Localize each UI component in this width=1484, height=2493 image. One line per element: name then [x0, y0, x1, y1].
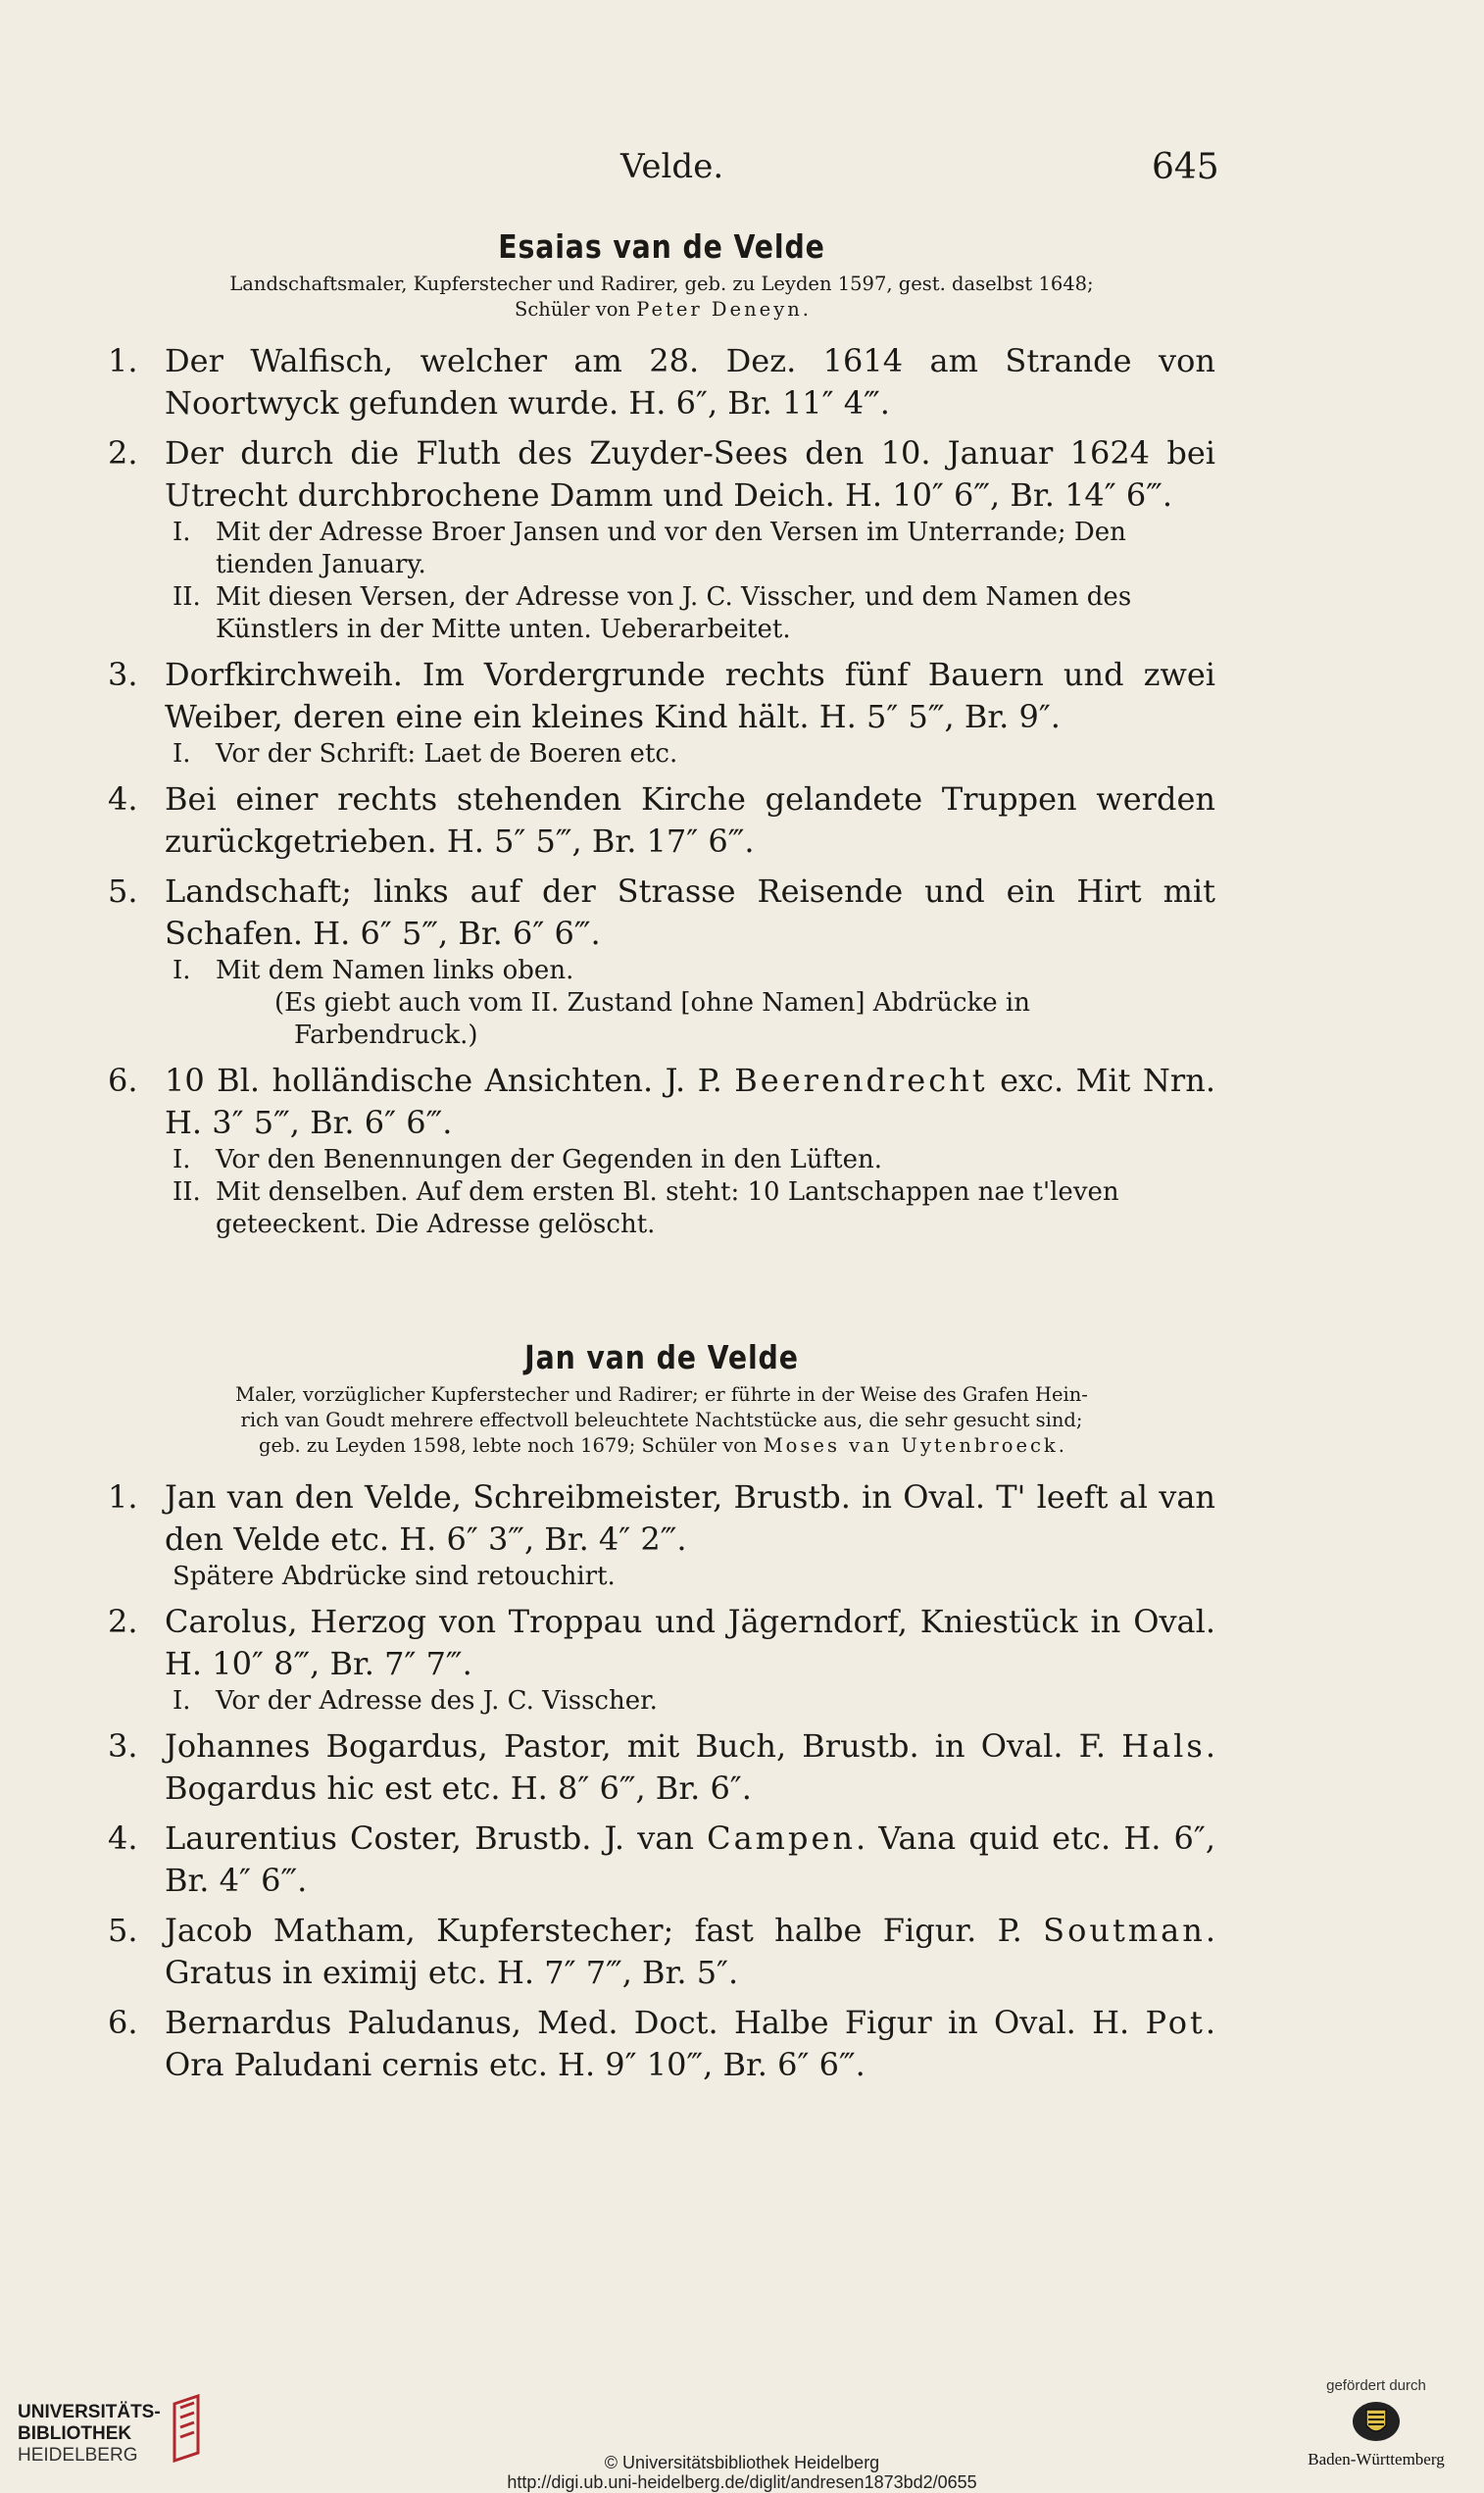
entry-text: Landschaft; links auf der Strasse Reisende und ein Hirt mit Schafen. H. 6″ 5‴, Br. 6″ 6‴. [165, 873, 1215, 952]
page-number: 645 [1152, 147, 1219, 187]
entry-number: 4. [108, 1820, 138, 1857]
entry-number: 5. [108, 873, 138, 910]
funder-name: Baden-Württemberg [1308, 2450, 1445, 2468]
catalogue-entry [108, 778, 1215, 863]
entry-text: Dorfkirchweih. Im Vordergrunde rechts fünf Bauern und zwei Weiber, deren eine ein kleines Kind hält. H. 5″ 5‴, Br. 9″. [165, 656, 1215, 735]
catalogue-entry [108, 340, 1215, 424]
running-title: Velde. [620, 147, 724, 186]
entry-number: 2. [108, 434, 138, 472]
engraver-name: Campen [707, 1820, 857, 1857]
catalogue-entry [108, 871, 1215, 1052]
state-note: I. Vor den Benennungen der Gegenden in den Lüften. [173, 1145, 882, 1174]
catalogue-entry [108, 654, 1215, 771]
entry-text: 10 Bl. holländische Ansichten. J. P. Beerendrecht exc. Mit Nrn. H. 3″ 5‴, Br. 6″ 6‴. [165, 1062, 1216, 1141]
state-note: II. Mit denselben. Auf dem ersten Bl. steht: 10 Lantschappen nae t'leven geteeckent. Die Adresse gelöscht. [173, 1177, 1119, 1239]
bio-line: Landschaftsmaler, Kupferstecher und Radirer, geb. zu Leyden 1597, gest. daselbst 1648; [229, 273, 1094, 295]
teacher-name: Moses van Uytenbroeck [763, 1434, 1059, 1457]
catalogue-entry [108, 1476, 1215, 1593]
entry-number: 3. [108, 656, 138, 693]
entry-text: Jan van den Velde, Schreibmeister, Brustb. in Oval. T' leeft al van den Velde etc. H. 6″ 3‴, Br. 4″ 2‴. [165, 1478, 1215, 1558]
copyright-notice: © Universitätsbibliothek Heidelberg [604, 2453, 880, 2472]
engraver-name: Hals [1121, 1727, 1206, 1765]
permalink[interactable]: http://digi.ub.uni-heidelberg.de/diglit/andresen1873bd2/0655 [507, 2472, 977, 2492]
section-esaias [108, 227, 1215, 1241]
catalogue-entry [108, 1060, 1215, 1241]
coat-of-arms-icon [1288, 2400, 1464, 2448]
state-note: I. Vor der Adresse des J. C. Visscher. [173, 1686, 658, 1716]
catalogue-entry [108, 1601, 1215, 1718]
catalogue-entries [108, 340, 1215, 1241]
catalogue-entries [108, 1476, 1215, 2086]
entry-number: 4. [108, 780, 138, 818]
entry-text: Der durch die Fluth des Zuyder-Sees den 10. Januar 1624 bei Utrecht durchbrochene Damm und Deich. H. 10″ 6‴, Br. 14″ 6‴. [165, 434, 1215, 514]
bio-line: Maler, vorzüglicher Kupferstecher und Radirer; er führte in der Weise des Grafen Hein- [235, 1383, 1088, 1406]
entry-text: Laurentius Coster, Brustb. J. van Campen. Vana quid etc. H. 6″, Br. 4″ 6‴. [165, 1820, 1215, 1899]
funded-by-label: gefördert durch [1326, 2377, 1426, 2394]
artist-heading: Jan van de Velde [524, 1338, 799, 1376]
entry-number: 6. [108, 2004, 138, 2041]
library-logo[interactable]: UNIVERSITÄTS- BIBLIOTHEK HEIDELBERG [18, 2402, 161, 2466]
teacher-name: Peter Deneyn [636, 298, 803, 321]
entry-number: 3. [108, 1727, 138, 1765]
entry-text: Carolus, Herzog von Troppau und Jägerndorf, Kniestück in Oval. H. 10″ 8‴, Br. 7″ 7‴. [165, 1603, 1215, 1682]
catalogue-entry [108, 1818, 1215, 1902]
engraver-name: Pot [1145, 2004, 1206, 2041]
artist-bio [108, 272, 1215, 323]
section-jan [108, 1338, 1215, 2086]
catalogue-entry [108, 432, 1215, 646]
edition-note: Spätere Abdrücke sind retouchirt. [173, 1562, 616, 1591]
edition-note: (Es giebt auch vom II. Zustand [ohne Namen] Abdrücke in [274, 988, 1030, 1018]
catalogue-entry [108, 2002, 1215, 2086]
state-note: II. Mit diesen Versen, der Adresse von J. C. Visscher, und dem Namen des Künstlers in der Mitte unten. Ueberarbeitet. [173, 582, 1132, 644]
entry-number: 2. [108, 1603, 138, 1640]
state-note: I. Mit der Adresse Broer Jansen und vor den Versen im Unterrande; Den tienden January. [173, 518, 1126, 579]
catalogue-entry [108, 1910, 1215, 1994]
bio-line: geb. zu Leyden 1598, lebte noch 1679; Schüler von Moses van Uytenbroeck. [259, 1434, 1064, 1457]
bio-line: rich van Goudt mehrere effectvoll beleuchtete Nachtstücke aus, die sehr gesucht sind; [240, 1409, 1083, 1431]
entry-text: Bei einer rechts stehenden Kirche gelandete Truppen werden zurückgetrieben. H. 5″ 5‴, Br. 17″ 6‴. [165, 780, 1215, 860]
state-note: I. Mit dem Namen links oben. [173, 956, 574, 985]
entry-text: Der Walfisch, welcher am 28. Dez. 1614 am Strande von Noortwyck gefunden wurde. H. 6″, Br. 11″ 4‴. [165, 342, 1215, 422]
entry-number: 1. [108, 342, 138, 379]
funder-block [1288, 2377, 1464, 2469]
digitization-footer [0, 2372, 1484, 2492]
state-note: I. Vor der Schrift: Laet de Boeren etc. [173, 739, 678, 769]
publisher-name: Beerendrecht [734, 1062, 988, 1099]
engraver-name: Soutman [1043, 1912, 1206, 1949]
entry-text: Jacob Matham, Kupferstecher; fast halbe Figur. P. Soutman. Gratus in eximij etc. H. 7″ 7‴, Br. 5″. [165, 1912, 1215, 1991]
entry-text: Johannes Bogardus, Pastor, mit Buch, Brustb. in Oval. F. Hals. Bogardus hic est etc. H. 8″ 6‴, Br. 6″. [165, 1727, 1215, 1807]
entry-number: 1. [108, 1478, 138, 1516]
entry-number: 6. [108, 1062, 138, 1099]
artist-heading: Esaias van de Velde [498, 227, 825, 266]
artist-bio [108, 1382, 1215, 1459]
entry-number: 5. [108, 1912, 138, 1949]
bio-line: Schüler von Peter Deneyn. [515, 298, 809, 321]
edition-note-continued: Farbendruck.) [294, 1021, 478, 1050]
entry-text: Bernardus Paludanus, Med. Doct. Halbe Figur in Oval. H. Pot. Ora Paludani cernis etc. H. 9″ 10‴, Br. 6″ 6‴. [165, 2004, 1215, 2083]
catalogue-entry [108, 1725, 1215, 1810]
